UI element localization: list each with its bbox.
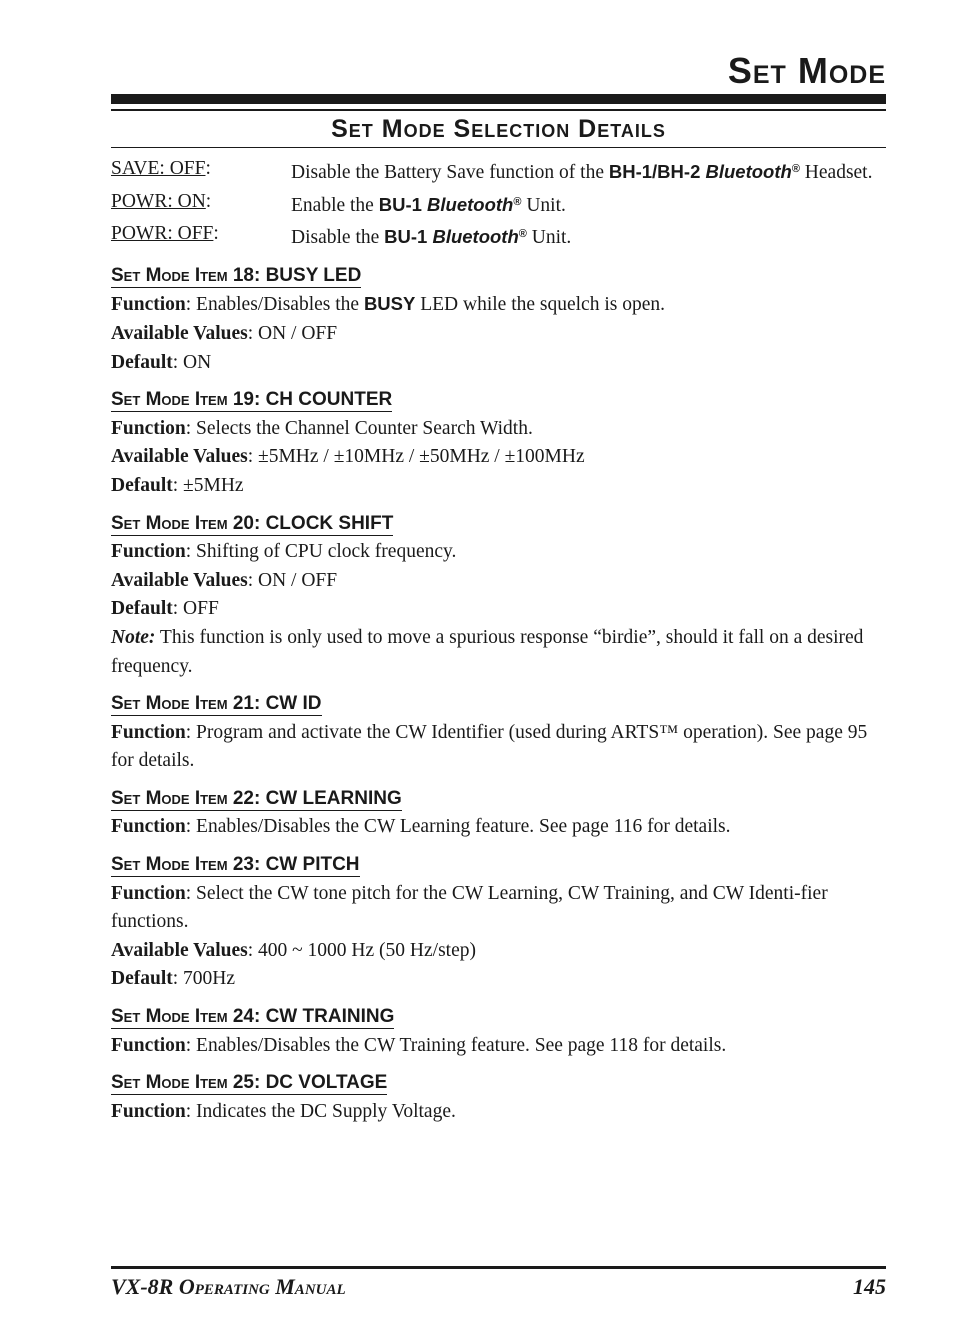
item-23 [111,842,886,994]
option-description: Enable the BU-1 Bluetooth® Unit. [291,193,566,216]
page-number: 145 [853,1274,886,1299]
item-25 [111,1060,886,1126]
item-18 [111,253,886,377]
item-default: Default: OFF [111,598,219,620]
item-function: Function: Program and activate the CW Identifier (used during ARTS™ operation). See page 95 for details. [111,721,868,772]
item-available: Available Values: ON / OFF [111,569,338,591]
item-heading: Set Mode Item 19: CH COUNTER [111,389,393,411]
option-key: SAVE: OFF: [111,158,211,179]
item-24 [111,994,886,1060]
item-function: Function: Enables/Disables the CW Learning feature. See page 116 for details. [111,816,731,838]
item-20 [111,501,886,682]
option-description: Disable the BU-1 Bluetooth® Unit. [291,226,572,249]
page-title: Set Mode [727,50,886,91]
item-heading: Set Mode Item 22: CW LEARNING [111,787,402,809]
item-available: Available Values: ±5MHz / ±10MHz / ±50MHz / ±100MHz [111,446,585,468]
page-content [111,155,886,1126]
item-function: Function: Indicates the DC Supply Voltage. [111,1100,456,1122]
item-function: Function: Enables/Disables the BUSY LED while the squelch is open. [111,293,665,316]
item-heading: Set Mode Item 23: CW PITCH [111,854,360,876]
item-heading: Set Mode Item 18: BUSY LED [111,264,362,286]
header-rule-thick [111,94,886,104]
item-heading: Set Mode Item 25: DC VOLTAGE [111,1072,388,1094]
item-note: Note: This function is only used to move a spurious response “birdie”, should it fall on a desired frequency. [111,626,864,677]
item-21 [111,681,886,776]
option-row-powr-off [111,220,886,253]
option-key: POWR: OFF: [111,223,219,245]
option-description: Disable the Battery Save function of the BH-1/BH-2 Bluetooth® Headset. [291,161,873,183]
item-19 [111,377,886,500]
item-heading: Set Mode Item 24: CW TRAINING [111,1006,395,1028]
item-function: Function: Enables/Disables the CW Training feature. See page 118 for details. [111,1034,727,1056]
header-rule-thin [111,109,886,111]
option-key: POWR: ON: [111,190,212,212]
option-row-powr-on [111,188,886,221]
footer-rule [111,1266,886,1269]
item-available: Available Values: ON / OFF [111,322,338,344]
item-22 [111,776,886,842]
item-default: Default: ON [111,351,212,373]
section-title: Set Mode Selection Details [331,115,666,143]
item-heading: Set Mode Item 20: CLOCK SHIFT [111,512,394,534]
item-available: Available Values: 400 ~ 1000 Hz (50 Hz/step) [111,939,476,961]
section-rule [111,147,886,148]
item-function: Function: Selects the Channel Counter Search Width. [111,417,533,439]
item-default: Default: 700Hz [111,968,236,990]
item-function: Function: Select the CW tone pitch for the CW Learning, CW Training, and CW Identi-fier functions. [111,882,828,933]
item-heading: Set Mode Item 21: CW ID [111,693,322,715]
footer-manual-title: VX-8R Operating Manual [111,1274,346,1299]
option-row-save-off [111,155,886,188]
item-function: Function: Shifting of CPU clock frequency. [111,541,457,563]
item-default: Default: ±5MHz [111,474,244,496]
